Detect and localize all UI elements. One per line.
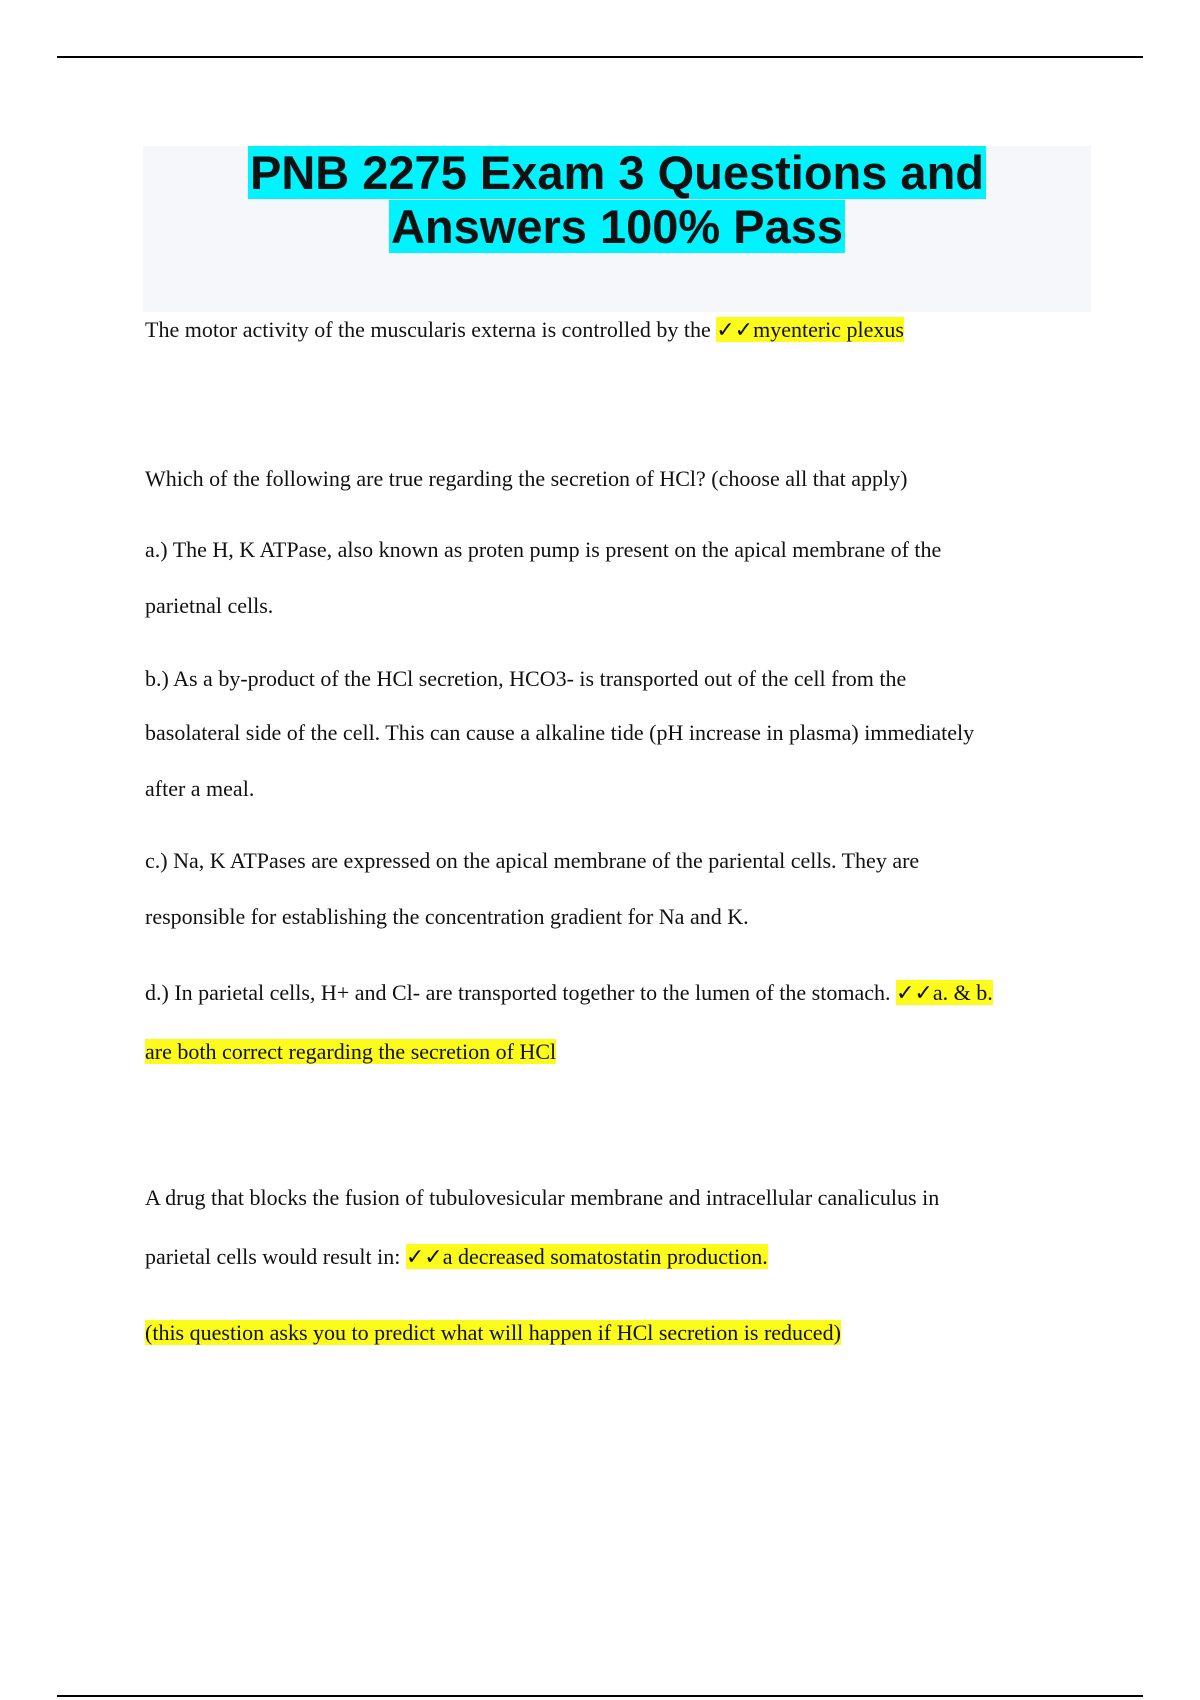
title-line-2: Answers 100% Pass bbox=[390, 200, 843, 253]
option-b-line-3: after a meal. bbox=[145, 776, 255, 801]
question-3-note-line bbox=[145, 1305, 1085, 1361]
question-2: Which of the following are true regarding the secretion of HCl? (choose all that apply) bbox=[145, 466, 908, 491]
top-rule bbox=[57, 56, 1143, 58]
question-3-note: (this question asks you to predict what will happen if HCl secretion is reduced) bbox=[145, 1320, 841, 1345]
option-c-line-1: c.) Na, K ATPases are expressed on the apical membrane of the pariental cells. They are bbox=[145, 848, 920, 873]
question-3-line-2 bbox=[145, 1229, 1085, 1285]
option-d-line-1 bbox=[145, 965, 1085, 1021]
answer-2-part-1: ✓✓a. & b. bbox=[896, 980, 993, 1005]
bottom-rule bbox=[57, 1695, 1143, 1697]
answer-1: ✓✓myenteric plexus bbox=[716, 317, 904, 342]
answer-2-line-2 bbox=[145, 1024, 1085, 1080]
question-3-text: parietal cells would result in: bbox=[145, 1244, 406, 1269]
option-b-line-1: b.) As a by-product of the HCl secretion, HCO3- is transported out of the cell from the bbox=[145, 666, 907, 691]
answer-2-part-2: are both correct regarding the secretion of HCl bbox=[145, 1039, 557, 1064]
option-d-text: d.) In parietal cells, H+ and Cl- are transported together to the lumen of the stomach. bbox=[145, 980, 896, 1005]
document-title bbox=[143, 146, 1091, 254]
option-c-line-2: responsible for establishing the concentration gradient for Na and K. bbox=[145, 904, 749, 929]
option-b-line-2: basolateral side of the cell. This can cause a alkaline tide (pH increase in plasma) immediately bbox=[145, 720, 975, 745]
option-a-line-2: parietnal cells. bbox=[145, 593, 274, 618]
title-line-1: PNB 2275 Exam 3 Questions and bbox=[249, 146, 984, 199]
question-1-text: The motor activity of the muscularis externa is controlled by the bbox=[145, 317, 717, 342]
question-1 bbox=[145, 302, 1085, 358]
question-3-line-1: A drug that blocks the fusion of tubulovesicular membrane and intracellular canaliculus in bbox=[145, 1185, 940, 1210]
option-a-line-1: a.) The H, K ATPase, also known as proten pump is present on the apical membrane of the bbox=[145, 537, 942, 562]
title-box bbox=[143, 146, 1091, 312]
answer-3: ✓✓a decreased somatostatin production. bbox=[405, 1244, 768, 1269]
